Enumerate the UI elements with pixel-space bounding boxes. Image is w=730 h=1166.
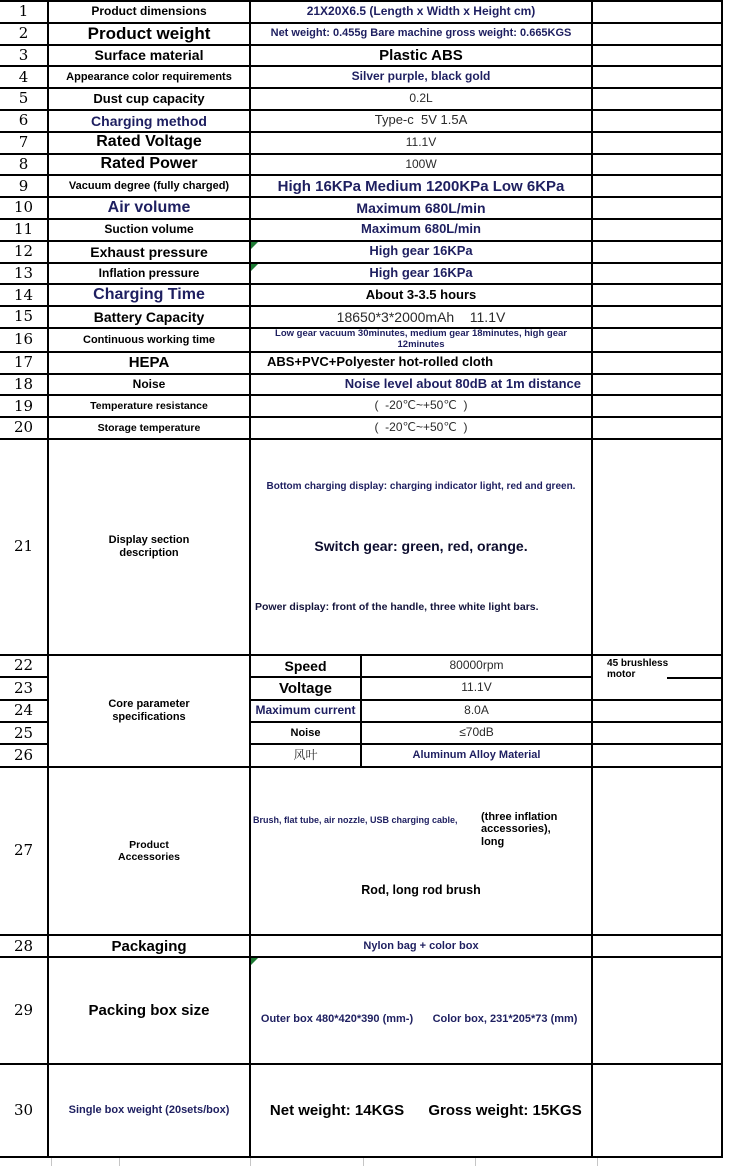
table-row [0, 154, 722, 176]
row-number-cell: 14 [0, 284, 48, 306]
spec-value-cell: Maximum 680L/min [250, 219, 592, 241]
spec-label-cell: Core parameter specifications [48, 655, 250, 767]
row-number-cell: 19 [0, 395, 48, 417]
row-number-cell: 10 [0, 197, 48, 219]
row-number-cell: 18 [0, 374, 48, 396]
spec-label-cell: Charging Time [48, 284, 250, 306]
spec-value-cell: 100W [250, 154, 592, 176]
note-cell [592, 1064, 722, 1157]
note-cell [592, 722, 722, 744]
spec-value-cell: Net weight: 0.455g Bare machine gross weight: 0.665KGS [250, 23, 592, 45]
table-row [0, 417, 722, 439]
spec-value-cell: 0.2L [250, 88, 592, 110]
note-cell [592, 132, 722, 154]
spec-value-cell: High gear 16KPa [250, 263, 592, 285]
spec-label-cell: Exhaust pressure [48, 241, 250, 263]
table-row [0, 175, 722, 197]
table-row [0, 395, 722, 417]
display-line-3: Power display: front of the handle, three white light bars. [255, 600, 539, 613]
table-row [0, 88, 722, 110]
spec-label-cell: Storage temperature [48, 417, 250, 439]
spec-label-cell: Charging method [48, 110, 250, 132]
note-cell [592, 45, 722, 67]
row-number-cell: 13 [0, 263, 48, 285]
spec-label-cell: Product weight [48, 23, 250, 45]
grid-line [667, 677, 721, 679]
spec-label-cell: Air volume [48, 197, 250, 219]
note-cell [592, 66, 722, 88]
table-row [0, 263, 722, 285]
spec-value-cell: Maximum 680L/min [250, 197, 592, 219]
note-cell [592, 175, 722, 197]
grid-line [597, 1158, 598, 1166]
note-cell [592, 352, 722, 374]
table-row [0, 241, 722, 263]
table-row [0, 767, 722, 936]
color-box-size: Color box, 231*205*73 (mm) [432, 1013, 578, 1026]
spec-label-cell: Product dimensions [48, 1, 250, 23]
table-row [0, 284, 722, 306]
grid-line [250, 1158, 251, 1166]
accessories-part-1: Brush, flat tube, air nozzle, USB charging cable, [253, 814, 458, 825]
spec-label-cell: Packaging [48, 935, 250, 957]
row-number-cell: 22 [0, 655, 48, 677]
note-cell [592, 395, 722, 417]
accessories-part-2: (three inflation accessories), long [481, 810, 561, 848]
core-param-value-cell: Aluminum Alloy Material [361, 744, 592, 766]
spec-value-cell [250, 767, 592, 936]
spec-value-cell: About 3-3.5 hours [250, 284, 592, 306]
spec-label-cell: Product Accessories [48, 767, 250, 936]
note-cell [592, 284, 722, 306]
spec-label-cell: Suction volume [48, 219, 250, 241]
core-param-name-cell: Maximum current [250, 700, 361, 722]
core-param-name-cell: Voltage [250, 677, 361, 699]
spec-value-cell: Type-c 5V 1.5A [250, 110, 592, 132]
accessories-part-3: Rod, long rod brush [361, 883, 481, 898]
row-number-cell: 6 [0, 110, 48, 132]
table-row [0, 374, 722, 396]
note-cell [592, 154, 722, 176]
note-cell [592, 306, 722, 328]
note-cell: 45 brushless motor [592, 655, 722, 700]
table-row [0, 110, 722, 132]
spec-value-cell: 21X20X6.5 (Length x Width x Height cm) [250, 1, 592, 23]
table-row [0, 45, 722, 67]
spec-label-cell: Surface material [48, 45, 250, 67]
note-cell [592, 23, 722, 45]
table-row [0, 935, 722, 957]
core-param-value-cell: 8.0A [361, 700, 592, 722]
note-cell [592, 439, 722, 655]
grid-line [475, 1158, 476, 1166]
row-number-cell: 2 [0, 23, 48, 45]
core-param-name-cell: Speed [250, 655, 361, 677]
display-line-1: Bottom charging display: charging indicator light, red and green. [266, 480, 576, 492]
note-cell [592, 197, 722, 219]
row-number-cell: 17 [0, 352, 48, 374]
row-number-cell: 28 [0, 935, 48, 957]
spec-value-cell [250, 439, 592, 655]
note-cell [592, 767, 722, 936]
spec-value-cell: Plastic ABS [250, 45, 592, 67]
spec-label-cell: Battery Capacity [48, 306, 250, 328]
table-row [0, 328, 722, 352]
spec-label-cell: Dust cup capacity [48, 88, 250, 110]
row-number-cell: 4 [0, 66, 48, 88]
grid-line [51, 1158, 52, 1166]
row-number-cell: 20 [0, 417, 48, 439]
spec-label-cell: Packing box size [48, 957, 250, 1064]
core-param-value-cell: ≤70dB [361, 722, 592, 744]
green-flag-icon [251, 242, 258, 249]
table-row [0, 352, 722, 374]
row-number-cell: 8 [0, 154, 48, 176]
net-weight: Net weight: 14KGS [269, 1101, 405, 1119]
note-cell [592, 88, 722, 110]
spec-value-cell: Nylon bag + color box [250, 935, 592, 957]
spec-label-cell: Inflation pressure [48, 263, 250, 285]
table-row [0, 957, 722, 1064]
note-cell [592, 957, 722, 1064]
spec-label-cell: Rated Voltage [48, 132, 250, 154]
spec-value-cell: ( -20℃~+50℃ ) [250, 417, 592, 439]
row-number-cell: 15 [0, 306, 48, 328]
row-number-cell: 23 [0, 677, 48, 699]
table-row [0, 1064, 722, 1157]
row-number-cell: 29 [0, 957, 48, 1064]
spec-label-cell: Continuous working time [48, 328, 250, 352]
row-number-cell: 26 [0, 744, 48, 766]
note-cell [592, 417, 722, 439]
table-row [0, 219, 722, 241]
spec-value-cell: High 16KPa Medium 1200KPa Low 6KPa [250, 175, 592, 197]
row-number-cell: 21 [0, 439, 48, 655]
note-cell [592, 1, 722, 23]
spec-label-cell: Vacuum degree (fully charged) [48, 175, 250, 197]
row-number-cell: 25 [0, 722, 48, 744]
spec-value-cell: 11.1V [250, 132, 592, 154]
spec-value-cell: Noise level about 80dB at 1m distance [250, 374, 592, 396]
core-param-name-cell: Noise [250, 722, 361, 744]
outer-box-size: Outer box 480*420*390 (mm-) [260, 1013, 414, 1026]
row-number-cell: 7 [0, 132, 48, 154]
table-row [0, 197, 722, 219]
grid-line [119, 1158, 120, 1166]
table-row [0, 23, 722, 45]
note-cell [592, 219, 722, 241]
table-row [0, 306, 722, 328]
green-flag-icon [251, 958, 258, 965]
spec-value-cell: High gear 16KPa [250, 241, 592, 263]
spec-label-cell: HEPA [48, 352, 250, 374]
note-cell [592, 263, 722, 285]
spec-value-cell [250, 1064, 592, 1157]
spec-value-cell: 18650*3*2000mAh 11.1V [250, 306, 592, 328]
table-row [0, 1, 722, 23]
table-row [0, 132, 722, 154]
spec-label-cell: Display section description [48, 439, 250, 655]
core-param-value-cell: 80000rpm [361, 655, 592, 677]
row-number-cell: 1 [0, 1, 48, 23]
spec-label-cell: Rated Power [48, 154, 250, 176]
spec-label-cell: Appearance color requirements [48, 66, 250, 88]
row-number-cell: 5 [0, 88, 48, 110]
core-param-value-cell: 11.1V [361, 677, 592, 699]
spec-value-cell: Silver purple, black gold [250, 66, 592, 88]
row-number-cell: 16 [0, 328, 48, 352]
note-cell [592, 328, 722, 352]
gross-weight: Gross weight: 15KGS [428, 1101, 582, 1119]
spec-label-cell: Single box weight (20sets/box) [48, 1064, 250, 1157]
row-number-cell: 27 [0, 767, 48, 936]
grid-line [363, 1158, 364, 1166]
core-param-name-cell: 风叶 [250, 744, 361, 766]
note-cell [592, 374, 722, 396]
row-number-cell: 9 [0, 175, 48, 197]
table-row [0, 655, 722, 677]
green-flag-icon [251, 264, 258, 271]
table-row [0, 66, 722, 88]
display-line-2: Switch gear: green, red, orange. [314, 538, 528, 555]
note-cell [592, 700, 722, 722]
spec-value-cell: Low gear vacuum 30minutes, medium gear 18minutes, high gear 12minutes [250, 328, 592, 352]
row-number-cell: 3 [0, 45, 48, 67]
row-number-cell: 11 [0, 219, 48, 241]
note-cell [592, 744, 722, 766]
spec-label-cell: Noise [48, 374, 250, 396]
row-number-cell: 12 [0, 241, 48, 263]
spec-value-cell [250, 957, 592, 1064]
sheet-gridline-strip [0, 1158, 730, 1166]
row-number-cell: 24 [0, 700, 48, 722]
note-cell [592, 935, 722, 957]
row-number-cell: 30 [0, 1064, 48, 1157]
note-cell [592, 241, 722, 263]
spec-label-cell: Temperature resistance [48, 395, 250, 417]
spec-value-cell: ( -20℃~+50℃ ) [250, 395, 592, 417]
table-row [0, 439, 722, 655]
note-cell [592, 110, 722, 132]
spec-value-cell: ABS+PVC+Polyester hot-rolled cloth [250, 352, 592, 374]
